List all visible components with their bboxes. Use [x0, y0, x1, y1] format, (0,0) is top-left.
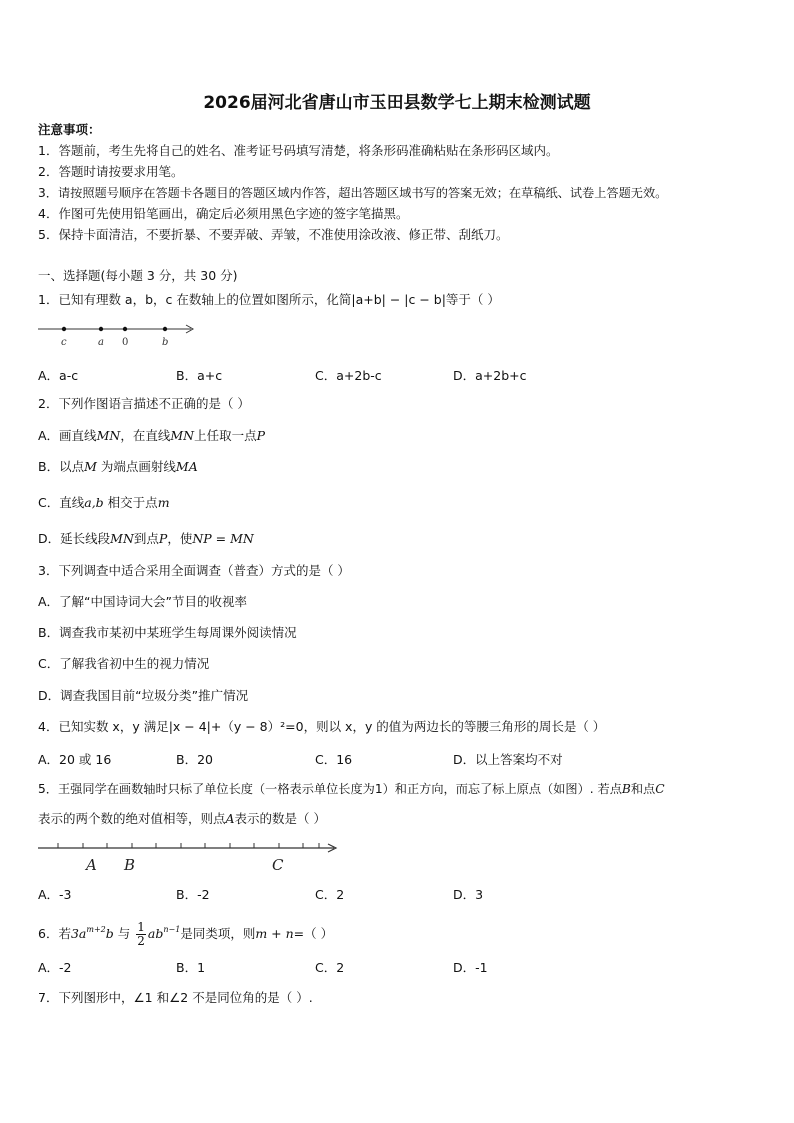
question-6-stem: 6．若$3a^{m+2}b$ 与 $\frac{1}{2}$ $ab^{n-1}$是同类项，则m + n=（ ）	[38, 920, 334, 948]
q3-option-b: B．调查我市某初中某班学生每周课外阅读情况	[38, 625, 297, 640]
q2-option-c: C．直线a,b 相交于点m	[38, 495, 170, 510]
notice-item: 3．请按照题号顺序在答题卡各题目的答题区域内作答，超出答题区域书写的答案无效；在草稿纸、试卷上答题无效。	[38, 186, 668, 200]
q3-option-c: C．了解我省初中生的视力情况	[38, 656, 210, 671]
notice-item: 2．答题时请按要求用笔。	[38, 164, 184, 179]
q1-option-d: D．a+2b+c	[453, 368, 527, 383]
q5-label-c: C	[272, 856, 284, 874]
q4-option-a: A．20 或 16	[38, 752, 112, 767]
q1-number-line	[36, 320, 206, 350]
q4-option-b: B．20	[176, 752, 213, 767]
question-7-stem: 7．下列图形中，∠1 和∠2 不是同位角的是（ ）.	[38, 990, 313, 1005]
question-5-line-1: 5．王强同学在画数轴时只标了单位长度（一格表示单位长度为1）和正方向，而忘了标上原点（如图）. 若点B和点C	[38, 782, 665, 796]
q6-option-a: A．-2	[38, 960, 72, 975]
q5-option-d: D．3	[453, 887, 484, 902]
section-heading: 一、选择题(每小题 3 分，共 30 分)	[38, 268, 238, 283]
q6-option-b: B．1	[176, 960, 206, 975]
q6-option-c: C．2	[315, 960, 345, 975]
q4-option-d: D．以上答案均不对	[453, 752, 563, 767]
question-2-stem: 2．下列作图语言描述不正确的是（ ）	[38, 396, 250, 411]
notice-item: 5．保持卡面清洁，不要折暴、不要弄破、弄皱，不准使用涂改液、修正带、刮纸刀。	[38, 227, 509, 242]
q2-option-b: B．以点M 为端点画射线MA	[38, 459, 198, 474]
q1-label-c: c	[61, 337, 67, 348]
question-4-stem: 4．已知实数 x，y 满足|x − 4|+（y − 8）²=0，则以 x，y 的值为两边长的等腰三角形的周长是（ ）	[38, 719, 606, 734]
q1-option-c: C．a+2b-c	[315, 368, 382, 383]
q5-option-a: A．-3	[38, 887, 72, 902]
page-title: 2026届河北省唐山市玉田县数学七上期末检测试题	[203, 93, 591, 113]
notice-heading: 注意事项：	[38, 122, 101, 137]
q5-label-a: A	[86, 856, 97, 874]
q2-option-a: A．画直线MN，在直线MN上任取一点P	[38, 428, 266, 443]
q4-option-c: C．16	[315, 752, 353, 767]
q6-option-d: D．-1	[453, 960, 488, 975]
notice-item: 1．答题前，考生先将自己的姓名、准考证号码填写清楚，将条形码准确粘贴在条形码区域内。	[38, 143, 559, 158]
q5-label-b: B	[124, 856, 136, 874]
q1-option-a: A．a-c	[38, 368, 79, 383]
question-3-stem: 3．下列调查中适合采用全面调查（普查）方式的是（ ）	[38, 563, 350, 578]
notice-item: 4．作图可先使用铅笔画出，确定后必须用黑色字迹的签字笔描黑。	[38, 206, 409, 221]
q1-label-b: b	[162, 337, 169, 348]
q3-option-d: D．调查我国目前“垃圾分类”推广情况	[38, 688, 249, 703]
q5-option-b: B．-2	[176, 887, 210, 902]
q2-option-d: D．延长线段MN到点P，使NP = MN	[38, 531, 254, 546]
q5-option-c: C．2	[315, 887, 345, 902]
q3-option-a: A．了解“中国诗词大会”节目的收视率	[38, 594, 248, 609]
q1-option-b: B．a+c	[176, 368, 223, 383]
q1-label-0: 0	[122, 337, 129, 348]
q5-number-line	[36, 838, 346, 874]
q1-label-a: a	[98, 337, 104, 348]
q6-fraction: $\frac{1}{2}$	[137, 920, 145, 948]
question-5-line-2: 表示的两个数的绝对值相等，则点A表示的数是（ ）	[38, 811, 327, 826]
question-1-stem: 1．已知有理数 a，b，c 在数轴上的位置如图所示，化简|a+b| − |c − b|等于（ ）	[38, 292, 500, 307]
